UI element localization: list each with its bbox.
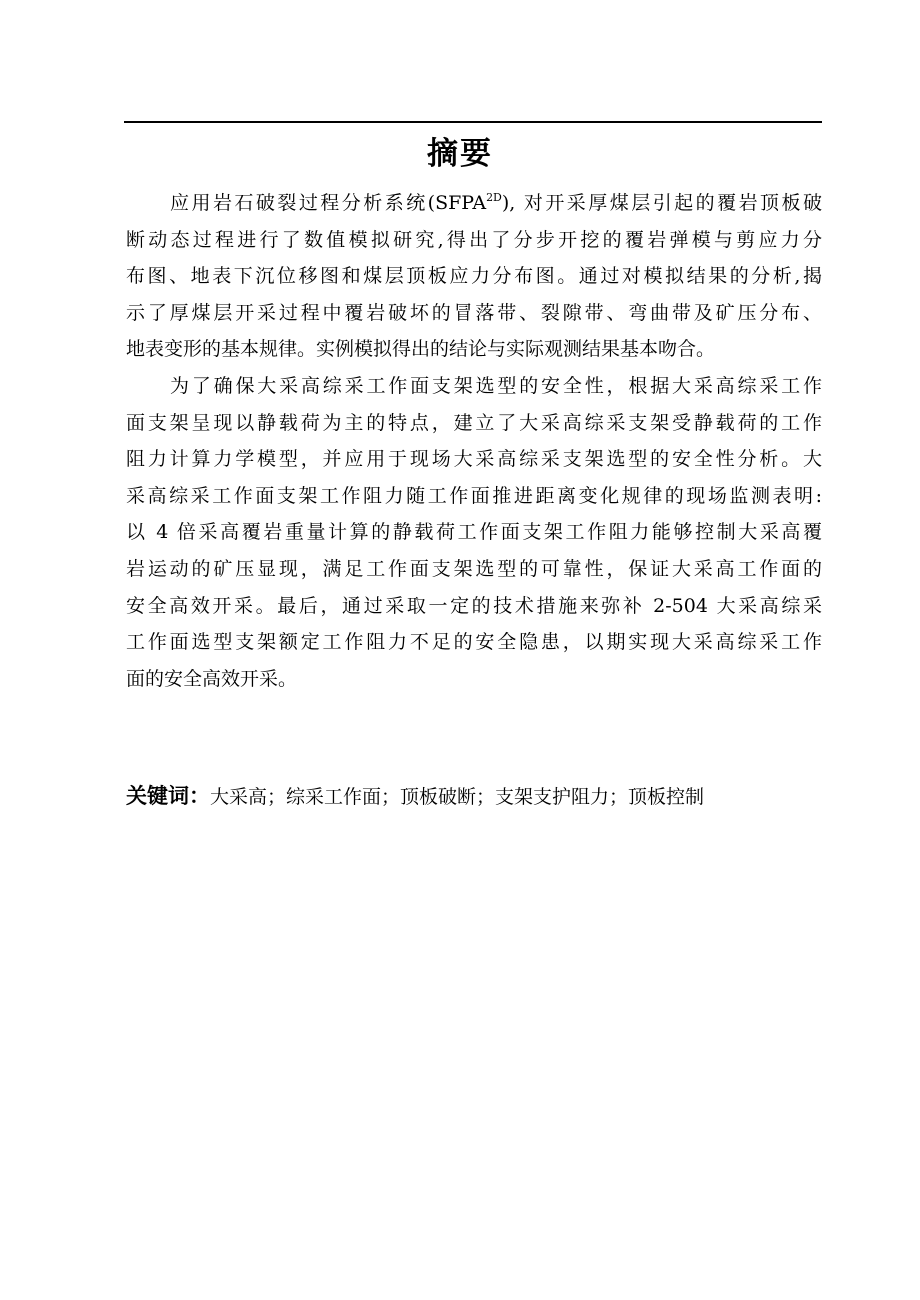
paragraph-2-line: 面的安全高效开采。 [126, 667, 298, 690]
paragraph-1 [126, 185, 822, 368]
paragraph-2-line: 以 4 倍采高覆岩重量计算的静载荷工作面支架工作阻力能够控制大采高覆 [126, 521, 822, 544]
paragraph-2 [126, 368, 822, 697]
paragraph-2-line: 为了确保大采高综采工作面支架选型的安全性，根据大采高综采工作 [170, 374, 822, 397]
paragraph-2-line: 岩运动的矿压显现，满足工作面支架选型的可靠性，保证大采高工作面的 [126, 557, 822, 580]
keywords-line [126, 778, 822, 815]
superscript: 2D [486, 191, 502, 204]
paragraph-1-line-1 [126, 185, 822, 222]
paragraph-2-line: 安全高效开采。最后，通过采取一定的技术措施来弥补 2-504 大采高综采 [126, 594, 822, 617]
paragraph-2-line: 采高综采工作面支架工作阻力随工作面推进距离变化规律的现场监测表明: [126, 484, 822, 507]
paragraph-1-line-2: 断动态过程进行了数值模拟研究,得出了分步开挖的覆岩弹模与剪应力分 [126, 228, 822, 251]
paragraph-1-line-4: 示了厚煤层开采过程中覆岩破坏的冒落带、裂隙带、弯曲带及矿压分布、 [126, 301, 822, 324]
paragraph-2-line: 工作面选型支架额定工作阻力不足的安全隐患，以期实现大采高综采工作 [126, 631, 822, 654]
line-text: ), 对开采厚煤层引起的覆岩顶板破 [501, 192, 823, 214]
paragraph-1-line-3: 布图、地表下沉位移图和煤层顶板应力分布图。通过对模拟结果的分析,揭 [126, 265, 822, 288]
keywords-label: 关键词： [126, 784, 210, 808]
abstract-title: 摘要 [427, 136, 493, 172]
line-text: 应用岩石破裂过程分析系统(SFPA [170, 192, 487, 214]
header-rule [124, 121, 822, 123]
paragraph-2-line: 阻力计算力学模型，并应用于现场大采高综采支架选型的安全性分析。大 [126, 448, 822, 471]
paragraph-1-line-5: 地表变形的基本规律。实例模拟得出的结论与实际观测结果基本吻合。 [126, 338, 716, 361]
keywords-text: 大采高；综采工作面；顶板破断；支架支护阻力；顶板控制 [210, 786, 705, 808]
abstract-body [126, 185, 822, 697]
paragraph-2-line: 面支架呈现以静载荷为主的特点，建立了大采高综采支架受静载荷的工作 [126, 411, 822, 434]
